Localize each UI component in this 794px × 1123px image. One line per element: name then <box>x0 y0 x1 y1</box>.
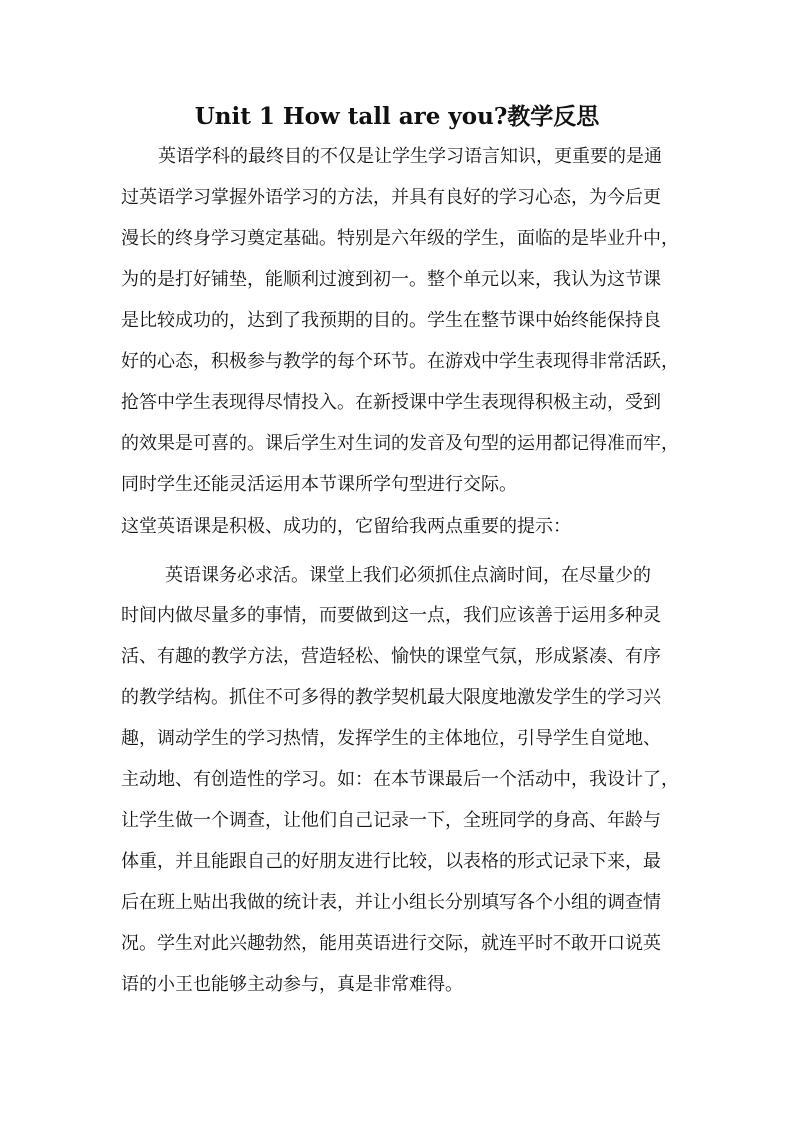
paragraph-1-line-7: 抢答中学生表现得尽情投入。在新授课中学生表现得积极主动，受到 <box>121 392 661 413</box>
paragraph-1-line-9: 同时学生还能灵活运用本节课所学句型进行交际。 <box>121 474 517 495</box>
paragraph-2-line-1: 这堂英语课是积极、成功的，它留给我两点重要的提示： <box>121 516 571 537</box>
paragraph-3-line-11: 语的小王也能够主动参与，真是非常难得。 <box>121 974 463 995</box>
paragraph-1-line-4: 为的是打好铺垫，能顺利过渡到初一。整个单元以来，我认为这节课 <box>121 269 661 290</box>
paragraph-1-line-1: 英语学科的最终目的不仅是让学生学习语言知识，更重要的是通 <box>158 146 662 167</box>
paragraph-3-line-10: 况。学生对此兴趣勃然，能用英语进行交际，就连平时不敢开口说英 <box>121 933 661 954</box>
paragraph-1-line-3: 漫长的终身学习奠定基础。特别是六年级的学生，面临的是毕业升中， <box>121 228 679 249</box>
paragraph-1-line-5: 是比较成功的，达到了我预期的目的。学生在整节课中始终能保持良 <box>121 310 661 331</box>
paragraph-1-line-6: 好的心态，积极参与教学的每个环节。在游戏中学生表现得非常活跃， <box>121 351 679 372</box>
paragraph-3-line-3: 活、有趣的教学方法，营造轻松、愉快的课堂气氛，形成紧凑、有序 <box>121 646 661 667</box>
paragraph-3-line-8: 体重，并且能跟自己的好朋友进行比较，以表格的形式记录下来，最 <box>121 851 661 872</box>
paragraph-1-line-8: 的效果是可喜的。课后学生对生词的发音及句型的运用都记得准而牢， <box>121 433 679 454</box>
paragraph-1-line-2: 过英语学习掌握外语学习的方法，并具有良好的学习心态，为今后更 <box>121 187 661 208</box>
paragraph-3-line-7: 让学生做一个调查，让他们自己记录一下，全班同学的身高、年龄与 <box>121 810 661 831</box>
paragraph-3-line-1: 英语课务必求活。课堂上我们必须抓住点滴时间，在尽量少的 <box>165 565 651 586</box>
paragraph-3-line-4: 的教学结构。抓住不可多得的教学契机最大限度地激发学生的学习兴 <box>121 687 661 708</box>
document-title: Unit 1 How tall are you?教学反思 <box>194 103 600 130</box>
paragraph-3-line-2: 时间内做尽量多的事情，而要做到这一点，我们应该善于运用多种灵 <box>121 605 661 626</box>
paragraph-3-line-6: 主动地、有创造性的学习。如：在本节课最后一个活动中，我设计了， <box>121 769 679 790</box>
paragraph-3-line-5: 趣，调动学生的学习热情，发挥学生的主体地位，引导学生自觉地、 <box>121 728 661 749</box>
paragraph-3-line-9: 后在班上贴出我做的统计表，并让小组长分别填写各个小组的调查情 <box>121 892 661 913</box>
